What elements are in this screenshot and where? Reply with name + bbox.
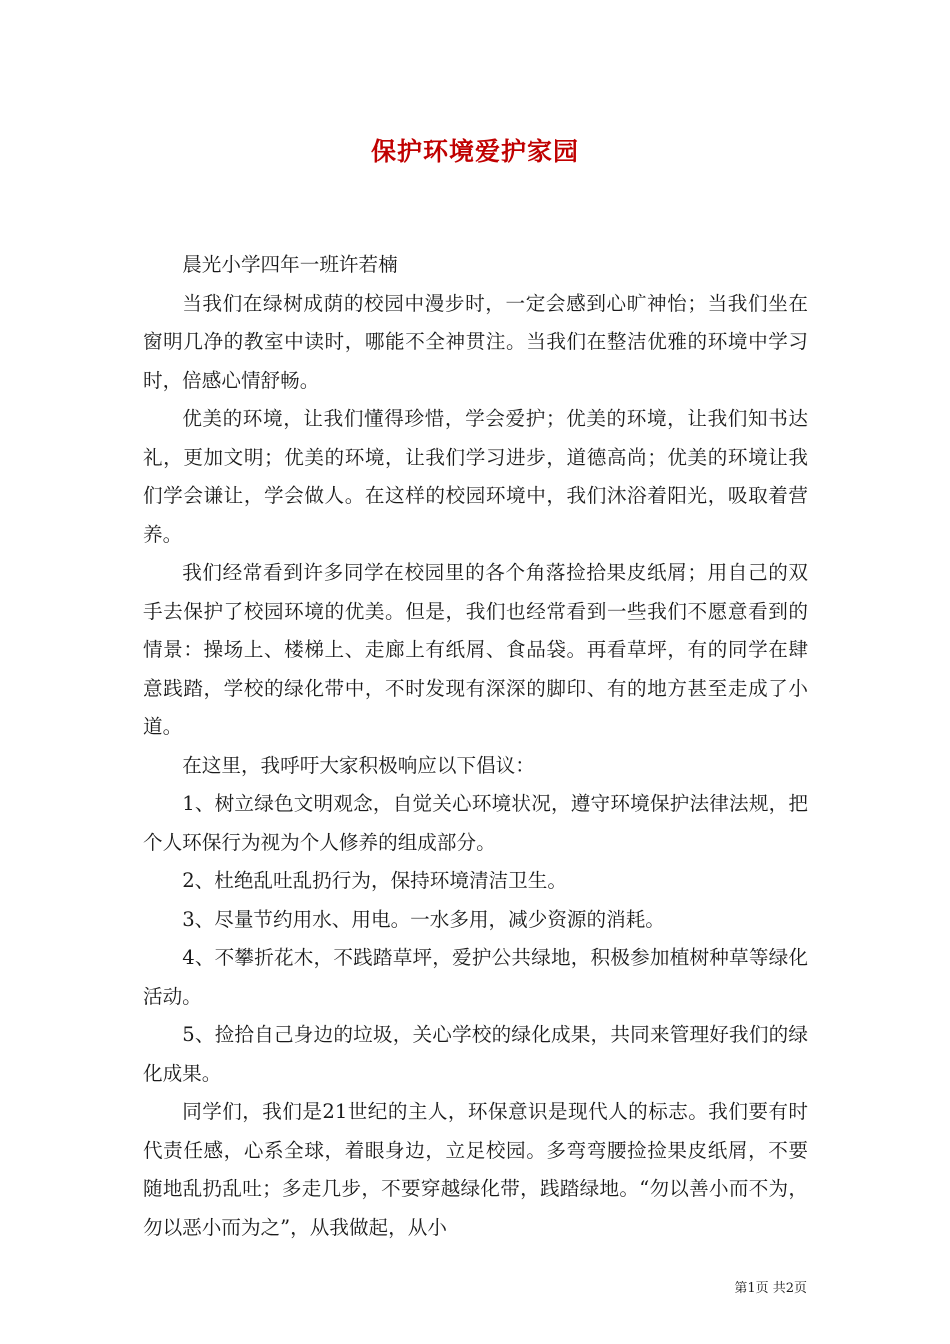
paragraph: 5、捡拾自己身边的垃圾，关心学校的绿化成果，共同来管理好我们的绿化成果。	[143, 1023, 808, 1085]
paragraph: 我们经常看到许多同学在校园里的各个角落捡拾果皮纸屑；用自己的双手去保护了校园环境的优美。但是，我们也经常看到一些我们不愿意看到的情景：操场上、楼梯上、走廊上有纸屑、食品袋。再看草坪，有的同学在肆意践踏，学校的绿化带中，不时发现有深深的脚印、有的地方甚至走成了小道。	[143, 561, 808, 738]
author-line: 晨光小学四年一班许若楠	[182, 253, 398, 276]
paragraph: 1、树立绿色文明观念，自觉关心环境状况，遵守环境保护法律法规，把个人环保行为视为个人修养的组成部分。	[143, 792, 808, 854]
document-title: 保护环境爱护家园	[370, 137, 579, 166]
paragraph: 优美的环境，让我们懂得珍惜，学会爱护；优美的环境，让我们知书达礼，更加文明；优美的环境，让我们学习进步，道德高尚；优美的环境让我们学会谦让，学会做人。在这样的校园环境中，我们沐浴着阳光，吸取着营养。	[143, 407, 808, 546]
paragraph: 3、尽量节约用水、用电。一水多用，减少资源的消耗。	[182, 907, 665, 931]
paragraph: 在这里，我呼吁大家积极响应以下倡议：	[182, 753, 535, 777]
paragraph: 当我们在绿树成荫的校园中漫步时，一定会感到心旷神怡；当我们坐在窗明几净的教室中读时，哪能不全神贯注。当我们在整洁优雅的环境中学习时，倍感心情舒畅。	[143, 291, 808, 392]
document-body	[143, 246, 808, 1247]
paragraph: 2、杜绝乱吐乱扔行为，保持环境清洁卫生。	[182, 869, 567, 892]
paragraph: 同学们，我们是21世纪的主人，环保意识是现代人的标志。我们要有时代责任感，心系全球，着眼身边，立足校园。多弯弯腰捡捡果皮纸屑，不要随地乱扔乱吐；多走几步，不要穿越绿化带，践踏绿地。“勿以善小而不为，勿以恶小而为之”，从我做起，从小	[143, 1100, 808, 1239]
page-footer: 第1页 共2页	[734, 1281, 807, 1296]
paragraph: 4、不攀折花木，不践踏草坪，爱护公共绿地，积极参加植树种草等绿化活动。	[143, 946, 808, 1008]
